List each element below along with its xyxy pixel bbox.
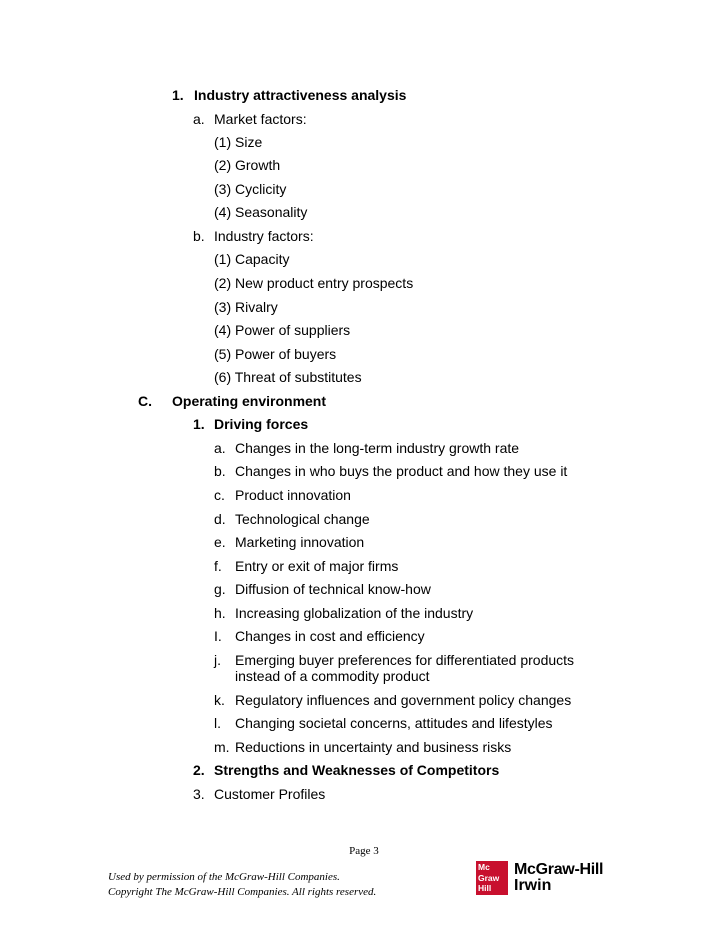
list-marker: a.	[214, 440, 226, 456]
outline-item-1	[172, 86, 406, 104]
logo-mark-line: Mc	[478, 862, 490, 872]
list-marker: C.	[138, 393, 152, 409]
list-marker: h.	[214, 605, 226, 621]
item-text: Technological change	[235, 511, 370, 527]
item-text: Driving forces	[214, 416, 309, 432]
driving-force-item	[214, 627, 425, 645]
item-text: Emerging buyer preferences for differentiated products	[235, 652, 575, 668]
item-text: Regulatory influences and government policy changes	[235, 692, 572, 708]
list-marker: m.	[214, 739, 230, 755]
outline-item-c2	[193, 761, 499, 779]
driving-force-continuation: instead of a commodity product	[235, 668, 430, 684]
driving-force-item	[214, 604, 473, 622]
industry-factor-item: (1) Capacity	[214, 251, 290, 267]
market-factor-item: (3) Cyclicity	[214, 181, 287, 197]
item-text: Product innovation	[235, 487, 351, 503]
driving-force-item	[214, 714, 553, 732]
industry-factor-item: (2) New product entry prospects	[214, 275, 414, 291]
item-text: Industry factors:	[214, 228, 314, 244]
logo-mark-line: Hill	[478, 883, 492, 893]
copyright-notice: Copyright The McGraw-Hill Companies. All rights reserved.	[108, 886, 377, 898]
list-marker: c.	[214, 487, 225, 503]
outline-item-c3	[193, 785, 325, 803]
list-marker: d.	[214, 511, 226, 527]
industry-factor-item: (5) Power of buyers	[214, 346, 337, 362]
item-text: Operating environment	[172, 393, 327, 409]
driving-force-item	[214, 580, 431, 598]
industry-factor-item: (4) Power of suppliers	[214, 322, 351, 338]
item-text: Strengths and Weaknesses of Competitors	[214, 762, 500, 778]
list-marker: e.	[214, 534, 226, 550]
list-marker: a.	[193, 111, 205, 127]
page-number: Page 3	[349, 845, 379, 857]
outline-item-1b	[193, 227, 314, 245]
logo-mark-line: Graw	[478, 872, 500, 883]
market-factor-item: (2) Growth	[214, 157, 281, 173]
item-text: Changes in cost and efficiency	[235, 628, 425, 644]
item-text: Changes in who buys the product and how they use it	[235, 463, 568, 479]
market-factor-item: (1) Size	[214, 134, 263, 150]
logo-mark	[476, 861, 508, 895]
logo-wordmark	[514, 861, 603, 895]
outline-item-1a	[193, 110, 307, 128]
driving-force-item	[214, 462, 567, 480]
driving-force-item	[214, 510, 370, 528]
list-marker: b.	[193, 228, 205, 244]
list-marker: g.	[214, 581, 226, 597]
item-text: Industry attractiveness analysis	[194, 87, 407, 103]
permission-notice: Used by permission of the McGraw-Hill Companies.	[108, 871, 340, 883]
list-marker: b.	[214, 463, 226, 479]
market-factor-item: (4) Seasonality	[214, 204, 308, 220]
driving-force-item	[214, 486, 351, 504]
list-marker: I.	[214, 628, 222, 644]
list-marker: k.	[214, 692, 225, 708]
item-text: Increasing globalization of the industry	[235, 605, 474, 621]
driving-force-item	[214, 533, 364, 551]
logo-line-1: McGraw-Hill	[514, 861, 604, 878]
list-marker: 1.	[193, 416, 205, 432]
list-marker: 2.	[193, 762, 205, 778]
outline-section-c	[138, 392, 326, 410]
industry-factor-item: (6) Threat of substitutes	[214, 369, 362, 385]
driving-force-item	[214, 691, 571, 709]
outline-item-c1	[193, 415, 308, 433]
mcgraw-hill-irwin-logo	[476, 861, 603, 895]
item-text: Entry or exit of major firms	[235, 558, 399, 574]
industry-factor-item: (3) Rivalry	[214, 299, 278, 315]
item-text: Diffusion of technical know-how	[235, 581, 431, 597]
list-marker: f.	[214, 558, 222, 574]
item-text: Reductions in uncertainty and business risks	[235, 739, 512, 755]
list-marker: j.	[214, 652, 221, 668]
list-marker: 1.	[172, 87, 184, 103]
item-text: Customer Profiles	[214, 786, 326, 802]
item-text: Marketing innovation	[235, 534, 365, 550]
item-text: Changing societal concerns, attitudes and lifestyles	[235, 715, 553, 731]
logo-line-2: Irwin	[514, 877, 552, 894]
list-marker: 3.	[193, 786, 205, 802]
item-text: Market factors:	[214, 111, 307, 127]
item-text: Changes in the long-term industry growth rate	[235, 440, 520, 456]
list-marker: l.	[214, 715, 221, 731]
driving-force-item	[214, 439, 519, 457]
driving-force-item	[214, 738, 511, 756]
driving-force-item	[214, 557, 398, 575]
